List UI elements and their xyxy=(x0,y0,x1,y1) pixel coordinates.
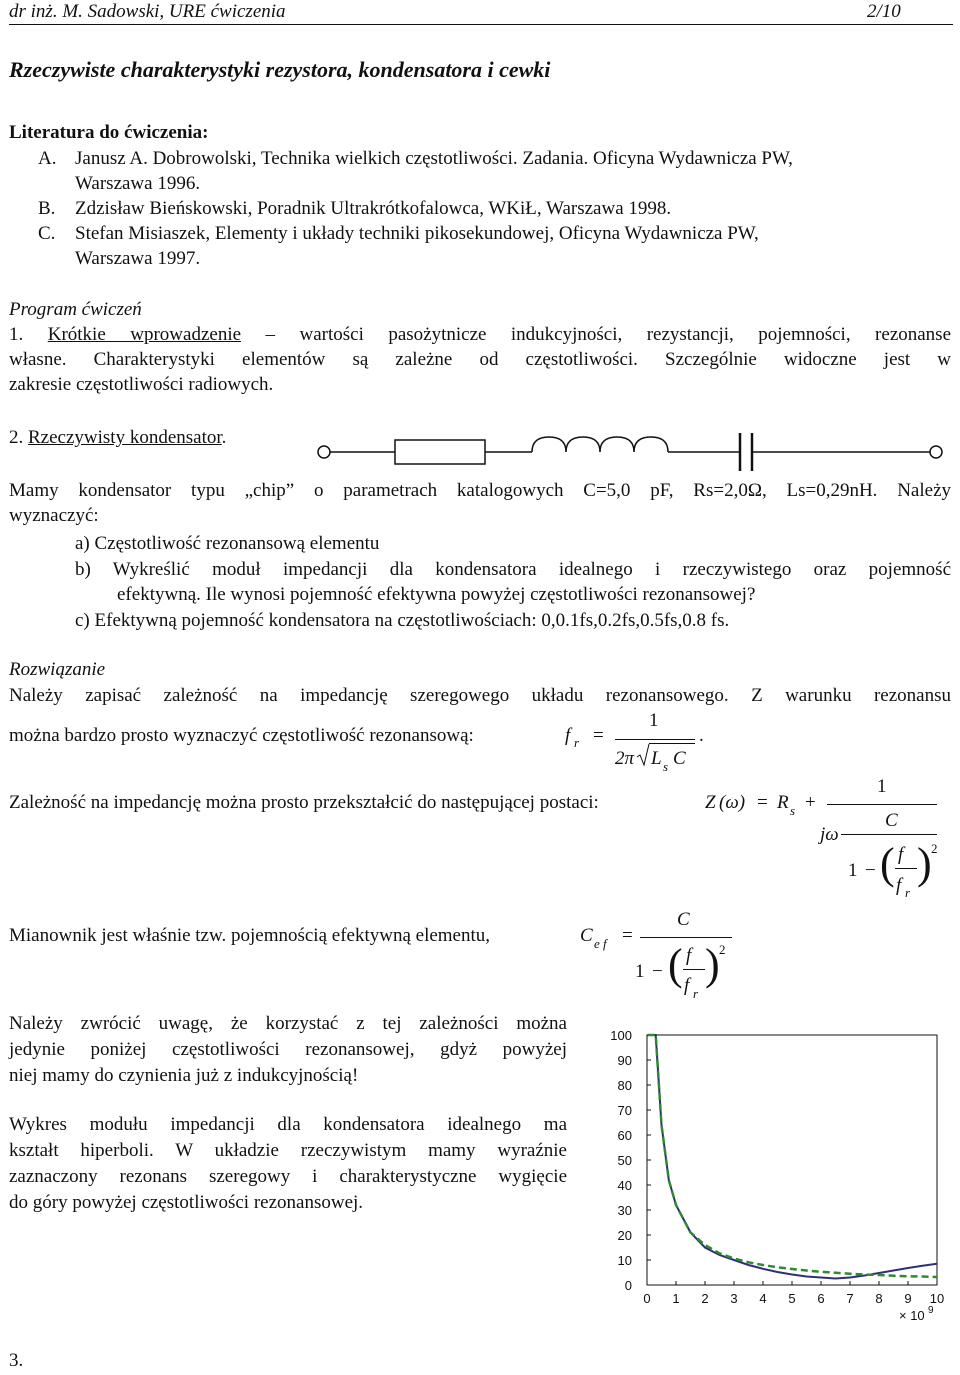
symbol-C: C xyxy=(673,748,686,769)
program-link-real-capacitor[interactable]: Rzeczywisty kondensator xyxy=(28,427,222,448)
y-tick-label: 30 xyxy=(617,1203,632,1218)
literature-item-a-prefix: A. xyxy=(38,148,57,169)
resonant-frequency-formula xyxy=(565,708,715,774)
y-tick-label: 20 xyxy=(617,1228,632,1243)
literature-item-a-cont: Warszawa 1996. xyxy=(75,173,201,194)
y-tick-label: 100 xyxy=(610,1028,632,1043)
program-item-2 xyxy=(9,425,226,450)
minus-sign: − xyxy=(865,860,876,881)
series-line-real xyxy=(648,1035,937,1279)
impedance-formula xyxy=(705,770,955,905)
header-left: dr inż. M. Sadowski, URE ćwiczenia xyxy=(9,1,286,22)
symbol-Z: Z xyxy=(705,792,716,813)
x-tick-label: 4 xyxy=(759,1291,767,1306)
literature-item-b-prefix: B. xyxy=(38,198,56,219)
sqrt-bar xyxy=(649,743,695,744)
x-tick-label: 0 xyxy=(643,1291,651,1306)
exponent-2: 2 xyxy=(719,942,726,957)
literature-item-c-cont: Warszawa 1997. xyxy=(75,248,201,269)
program-item-1-line3: zakresie częstotliwości radiowych. xyxy=(9,374,274,395)
effective-capacitance-formula xyxy=(580,905,740,1005)
y-tick-label: 70 xyxy=(617,1103,632,1118)
numerator-one: 1 xyxy=(877,776,887,797)
equivalent-circuit-diagram xyxy=(300,425,960,475)
solution-heading: Rozwiązanie xyxy=(9,659,106,680)
x-tick-label: 3 xyxy=(730,1291,738,1306)
program-item-1-text: – wartości pasożytnicze indukcyjności, rezystancji, pojemności, rezonanse xyxy=(241,324,952,345)
ratio-bar xyxy=(895,868,917,869)
page-number: 2/10 xyxy=(867,1,901,22)
subscript-ef: e f xyxy=(594,936,607,951)
program-item-1-number: 1. xyxy=(9,324,24,345)
literature-item-a: Janusz A. Dobrowolski, Technika wielkich częstotliwości. Zadania. Oficyna Wydawnicza PW, xyxy=(75,148,793,169)
warning-line-2: jedynie poniżej częstotliwości rezonansowej, gdyż powyżej xyxy=(9,1039,567,1060)
literature-heading: Literatura do ćwiczenia: xyxy=(9,122,209,143)
subscript-r: r xyxy=(574,735,580,750)
equals-sign: = xyxy=(593,725,604,746)
fraction-bar xyxy=(615,739,695,740)
y-tick-label: 90 xyxy=(617,1053,632,1068)
task-item-c: c) Efektywną pojemność kondensatora na częstotliwościach: 0,0.1fs,0.2fs,0.5fs,0.8 fs. xyxy=(75,610,730,631)
symbol-f-r: f xyxy=(896,875,902,896)
symbol-R: R xyxy=(777,792,789,813)
subscript-r: r xyxy=(905,885,911,900)
numerator-C: C xyxy=(677,909,690,930)
plus-sign: + xyxy=(805,792,816,813)
plot-description-line-3: zaznaczony rezonans szeregowy i charakterystyczne wygięcie xyxy=(9,1166,567,1187)
series-line-ideal xyxy=(648,1035,937,1277)
x-axis-multiplier-exponent: 9 xyxy=(928,1305,934,1316)
symbol-f-r: f xyxy=(684,975,690,996)
fraction xyxy=(615,708,695,774)
literature-item-b: Zdzisław Bieńskowski, Poradnik Ultrakrótkofalowca, WKiŁ, Warszawa 1998. xyxy=(75,198,672,219)
solution-line-1: Należy zapisać zależność na impedancję szeregowego układu rezonansowego. Z warunku rezonansu xyxy=(9,685,951,706)
y-tick-label: 0 xyxy=(624,1278,632,1293)
main-fraction-bar xyxy=(827,804,937,805)
page-title: Rzeczywiste charakterystyki rezystora, kondensatora i cewki xyxy=(9,57,551,82)
program-link-introduction[interactable]: Krótkie wprowadzenie xyxy=(47,324,242,345)
inductor-symbol xyxy=(532,437,668,452)
plot-description-line-4: do góry powyżej częstotliwości rezonansowej. xyxy=(9,1192,364,1213)
task-item-b: b) Wykreślić moduł impedancji dla kondensatora idealnego i rzeczywistego oraz pojemność xyxy=(75,559,951,580)
period: . xyxy=(699,725,704,746)
symbol-omega: (ω) xyxy=(719,792,746,813)
warning-line-1: Należy zwrócić uwagę, że korzystać z tej zależności można xyxy=(9,1013,567,1034)
terminal-left xyxy=(318,446,330,458)
solution-line-4: Mianownik jest właśnie tzw. pojemnością efektywną elementu, xyxy=(9,925,491,946)
symbol-L: L xyxy=(651,748,662,769)
subscript-s: s xyxy=(663,759,669,774)
solution-line-3: Zależność na impedancję można prosto przekształcić do następującej postaci: xyxy=(9,792,599,813)
task-item-a: a) Częstotliwość rezonansową elementu xyxy=(75,533,380,554)
sqrt-icon xyxy=(636,743,650,767)
x-axis-multiplier: × 10 xyxy=(899,1308,925,1323)
warning-line-3: niej mamy do czynienia już z indukcyjnością! xyxy=(9,1065,359,1086)
y-tick-label: 10 xyxy=(617,1253,632,1268)
symbol-f: f xyxy=(898,844,904,865)
x-tick-label: 10 xyxy=(929,1291,945,1306)
literature-item-c: Stefan Misiaszek, Elementy i układy techniki pikosekundowej, Oficyna Wydawnicza PW, xyxy=(75,223,759,244)
subscript-s: s xyxy=(790,803,796,818)
symbol-C: C xyxy=(580,925,593,946)
terminal-right xyxy=(930,446,942,458)
task-line-2: wyznaczyć: xyxy=(9,505,99,526)
x-tick-label: 8 xyxy=(875,1291,883,1306)
symbol-C: C xyxy=(885,810,898,831)
resistor-symbol xyxy=(395,440,485,464)
impedance-chart xyxy=(575,1020,960,1323)
symbol-j-omega: jω xyxy=(820,824,839,845)
task-item-b-cont: efektywną. Ile wynosi pojemność efektywna powyżej częstotliwości rezonansowej? xyxy=(117,584,756,605)
equals-sign: = xyxy=(757,792,768,813)
x-tick-label: 2 xyxy=(701,1291,709,1306)
paren-left: ( xyxy=(668,940,683,989)
equals-sign: = xyxy=(622,925,633,946)
literature-item-c-prefix: C. xyxy=(38,223,56,244)
paren-right: ) xyxy=(705,940,720,989)
x-tick-label: 7 xyxy=(846,1291,854,1306)
x-tick-label: 9 xyxy=(904,1291,912,1306)
next-section-number: 3. xyxy=(9,1350,24,1371)
program-item-2-number: 2. xyxy=(9,427,24,448)
solution-line-2: można bardzo prosto wyznaczyć częstotliwość rezonansową: xyxy=(9,725,474,746)
numerator: 1 xyxy=(649,710,659,731)
one: 1 xyxy=(635,961,645,982)
x-tick-label: 5 xyxy=(788,1291,796,1306)
y-tick-label: 50 xyxy=(617,1153,632,1168)
symbol-f: f xyxy=(565,725,571,746)
y-tick-label: 40 xyxy=(617,1178,632,1193)
y-tick-label: 60 xyxy=(617,1128,632,1143)
program-item-2-dot: . xyxy=(221,427,227,448)
exponent-2: 2 xyxy=(931,841,938,856)
program-item-1 xyxy=(9,322,951,347)
inner-fraction-bar xyxy=(841,834,937,835)
plot-area xyxy=(647,1035,937,1285)
task-line-1: Mamy kondensator typu „chip” o parametrach katalogowych C=5,0 pF, Rs=2,0Ω, Ls=0,29nH. Należy xyxy=(9,480,951,501)
program-item-1-line2: własne. Charakterystyki elementów są zależne od częstotliwości. Szczególnie widoczne jest w xyxy=(9,349,951,370)
page-header xyxy=(9,0,953,25)
paren-right: ) xyxy=(917,839,932,888)
ratio-bar xyxy=(683,969,705,970)
minus-sign: − xyxy=(652,961,663,982)
two-pi: 2π xyxy=(615,748,635,769)
subscript-r: r xyxy=(693,986,699,1001)
x-tick-label: 6 xyxy=(817,1291,825,1306)
plot-description-line-2: kształt hiperboli. W układzie rzeczywistym mamy wyraźnie xyxy=(9,1140,567,1161)
plot-description-line-1: Wykres modułu impedancji dla kondensatora idealnego ma xyxy=(9,1114,567,1135)
symbol-f: f xyxy=(686,945,692,966)
program-heading: Program ćwiczeń xyxy=(9,299,142,320)
y-tick-label: 80 xyxy=(617,1078,632,1093)
x-tick-label: 1 xyxy=(672,1291,680,1306)
paren-left: ( xyxy=(880,839,895,888)
one: 1 xyxy=(848,860,858,881)
